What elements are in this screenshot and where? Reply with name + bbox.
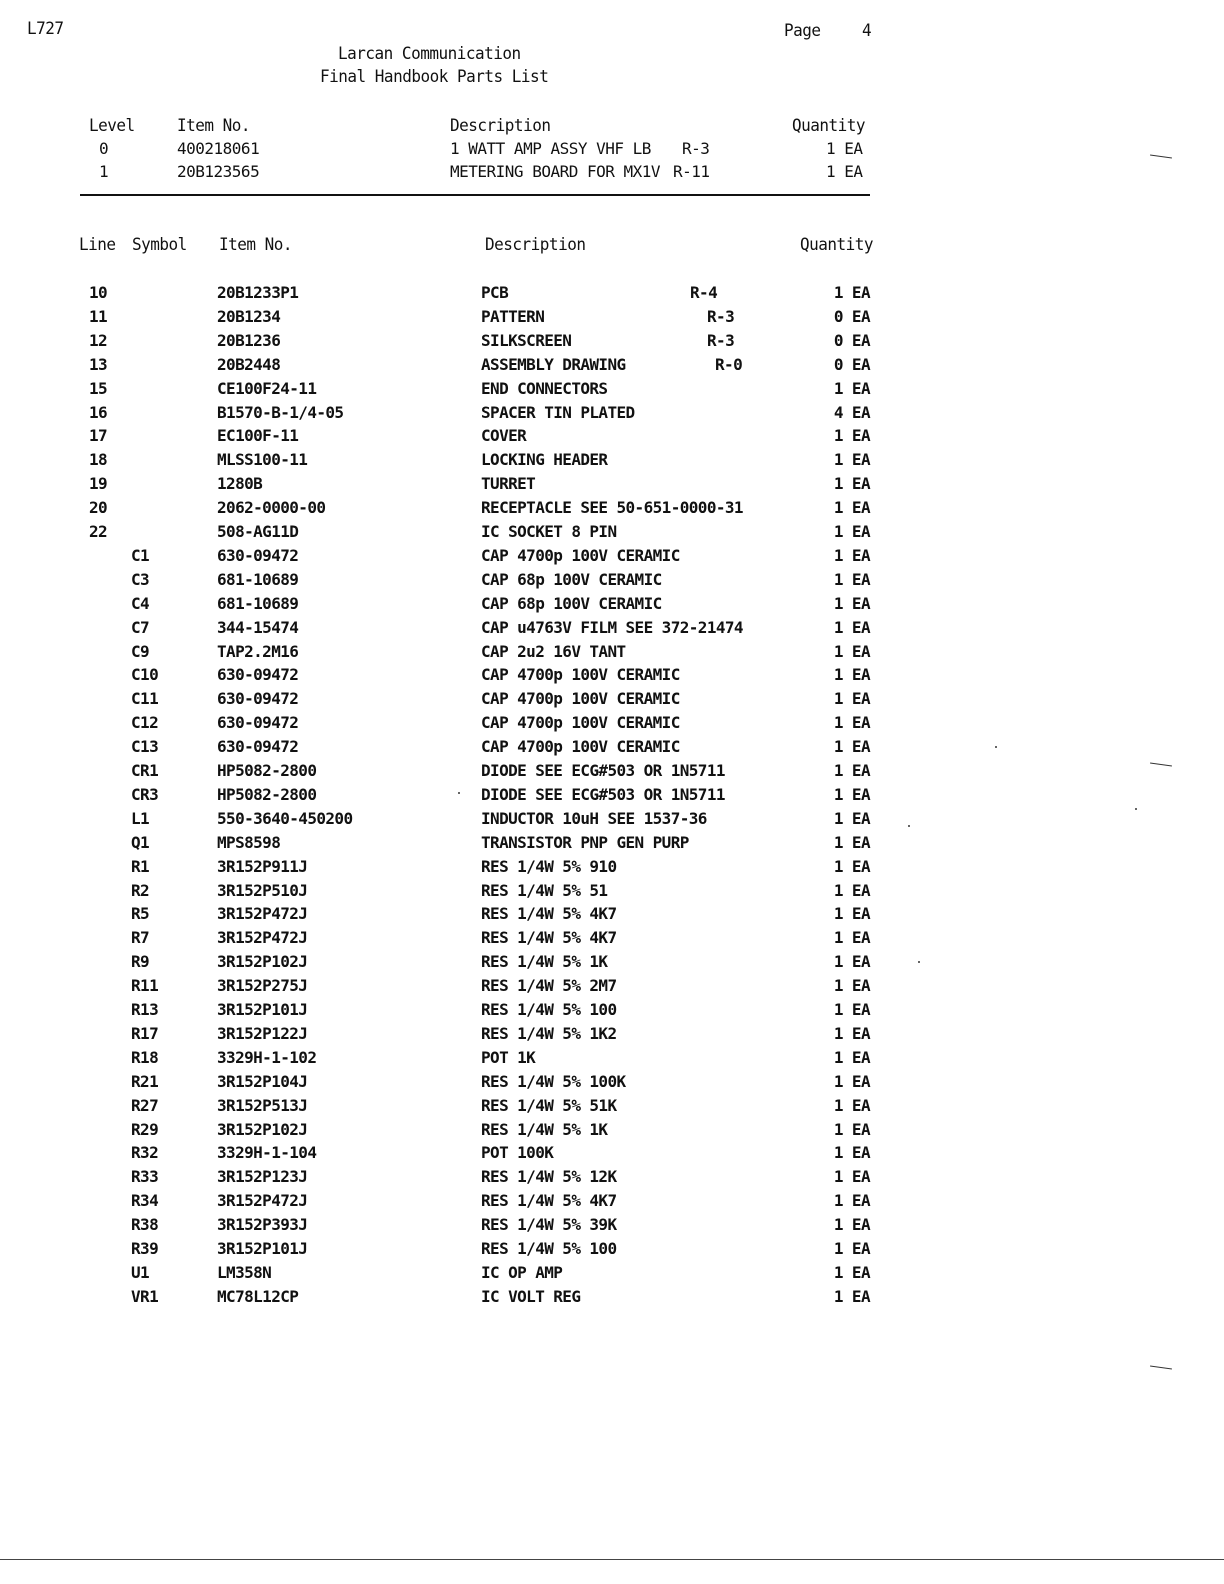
row-item-number: 3R152P393J xyxy=(217,1215,308,1235)
row-item-number: 3329H-1-102 xyxy=(217,1047,317,1067)
row-item-number: 3329H-1-104 xyxy=(217,1143,317,1163)
table-row xyxy=(0,663,1224,687)
table-row xyxy=(0,1141,1224,1165)
assembly-description: METERING BOARD FOR MX1V xyxy=(450,162,661,181)
table-row xyxy=(0,568,1224,592)
row-symbol: R5 xyxy=(131,904,150,924)
row-quantity: 1 EA xyxy=(833,450,870,470)
row-line-number: 20 xyxy=(89,498,108,518)
page-label: Page xyxy=(784,20,821,41)
row-item-number: 3R152P513J xyxy=(217,1095,308,1115)
row-item-number: HP5082-2800 xyxy=(217,761,317,780)
row-item-number: CE100F24-11 xyxy=(217,378,317,398)
row-symbol: R27 xyxy=(131,1095,159,1115)
row-symbol: R32 xyxy=(131,1143,159,1163)
row-symbol: R33 xyxy=(131,1167,159,1187)
assembly-level: 0 xyxy=(99,139,109,158)
row-description: RES 1/4W 5% 51 xyxy=(481,880,608,900)
row-item-number: 3R152P101J xyxy=(217,1000,308,1019)
row-quantity: 1 EA xyxy=(833,1047,870,1067)
margin-mark xyxy=(1150,154,1172,158)
row-description: RES 1/4W 5% 4K7 xyxy=(481,928,617,948)
company-name: Larcan Communication xyxy=(338,43,521,64)
table-row xyxy=(0,1237,1224,1261)
margin-mark xyxy=(1150,1365,1172,1369)
row-quantity: 0 EA xyxy=(833,330,870,350)
row-description: POT 1K xyxy=(481,1047,536,1067)
row-item-number: MLSS100-11 xyxy=(217,450,308,470)
row-quantity: 1 EA xyxy=(833,1239,870,1258)
row-symbol: Q1 xyxy=(131,832,150,852)
row-quantity: 1 EA xyxy=(833,1262,870,1282)
table-row xyxy=(0,329,1224,353)
row-item-number: 3R152P275J xyxy=(217,976,308,996)
table-row xyxy=(0,353,1224,377)
row-quantity: 1 EA xyxy=(833,808,870,828)
row-description: SILKSCREEN xyxy=(481,330,572,350)
row-description: CAP 4700p 100V CERAMIC xyxy=(481,545,680,565)
row-symbol: R9 xyxy=(131,952,150,972)
row-item-number: 630-09472 xyxy=(217,689,299,709)
row-revision: R-3 xyxy=(707,306,735,326)
row-description: TURRET xyxy=(481,474,536,494)
row-description: CAP 2u2 16V TANT xyxy=(481,641,626,661)
scan-speck xyxy=(908,825,910,827)
row-symbol: U1 xyxy=(131,1262,150,1282)
row-item-number: MPS8598 xyxy=(217,832,281,852)
row-item-number: 630-09472 xyxy=(217,665,299,685)
row-line-number: 15 xyxy=(89,378,108,398)
row-description: CAP 68p 100V CERAMIC xyxy=(481,593,662,613)
table-row xyxy=(0,281,1224,305)
row-quantity: 1 EA xyxy=(833,641,870,661)
table-row xyxy=(0,1189,1224,1213)
row-quantity: 1 EA xyxy=(833,880,870,900)
row-symbol: C4 xyxy=(131,593,150,613)
row-line-number: 17 xyxy=(89,426,108,446)
row-description: END CONNECTORS xyxy=(481,378,608,398)
page-number: 4 xyxy=(862,20,872,41)
row-symbol: R38 xyxy=(131,1215,159,1235)
table-row xyxy=(0,950,1224,974)
row-line-number: 12 xyxy=(89,330,108,350)
row-symbol: C10 xyxy=(131,665,159,685)
row-item-number: LM358N xyxy=(217,1262,272,1282)
table-row xyxy=(0,544,1224,568)
table-row xyxy=(0,974,1224,998)
scan-speck xyxy=(995,746,997,748)
row-symbol: R7 xyxy=(131,928,150,948)
row-quantity: 1 EA xyxy=(833,832,870,852)
row-quantity: 1 EA xyxy=(833,426,870,446)
row-symbol: C9 xyxy=(131,641,150,661)
row-description: CAP 4700p 100V CERAMIC xyxy=(481,689,680,709)
row-item-number: 550-3640-450200 xyxy=(217,808,353,828)
table-row xyxy=(0,472,1224,496)
row-quantity: 1 EA xyxy=(833,761,870,780)
row-item-number: 3R152P472J xyxy=(217,928,308,948)
row-description: RES 1/4W 5% 1K xyxy=(481,952,608,972)
row-symbol: L1 xyxy=(131,808,150,828)
row-quantity: 1 EA xyxy=(833,665,870,685)
row-quantity: 1 EA xyxy=(833,784,870,804)
line-header: Line xyxy=(79,234,116,255)
row-quantity: 1 EA xyxy=(833,1143,870,1163)
row-symbol: CR3 xyxy=(131,784,159,804)
row-description: RES 1/4W 5% 100K xyxy=(481,1071,626,1091)
row-description: RES 1/4W 5% 910 xyxy=(481,856,617,876)
row-quantity: 1 EA xyxy=(833,689,870,709)
row-description: IC OP AMP xyxy=(481,1262,563,1282)
row-symbol: R39 xyxy=(131,1239,159,1258)
row-line-number: 16 xyxy=(89,402,108,422)
row-symbol: R18 xyxy=(131,1047,159,1067)
quantity-header: Quantity xyxy=(800,234,874,255)
row-description: LOCKING HEADER xyxy=(481,450,608,470)
row-description: CAP u4763V FILM SEE 372-21474 xyxy=(481,617,743,637)
row-description: CAP 4700p 100V CERAMIC xyxy=(481,737,680,757)
row-quantity: 0 EA xyxy=(833,354,870,374)
table-row xyxy=(0,879,1224,903)
row-description: TRANSISTOR PNP GEN PURP xyxy=(481,832,689,852)
table-row xyxy=(0,831,1224,855)
row-item-number: 3R152P122J xyxy=(217,1023,308,1043)
row-description: RES 1/4W 5% 2M7 xyxy=(481,976,617,996)
row-symbol: CR1 xyxy=(131,761,159,780)
table-row xyxy=(0,305,1224,329)
scan-speck xyxy=(918,961,920,963)
row-description: CAP 68p 100V CERAMIC xyxy=(481,569,662,589)
table-row xyxy=(0,520,1224,544)
level-header: Level xyxy=(89,115,135,136)
list-title: Final Handbook Parts List xyxy=(320,66,549,87)
table-row xyxy=(0,448,1224,472)
table-row xyxy=(0,1022,1224,1046)
row-symbol: C1 xyxy=(131,545,150,565)
row-description: IC SOCKET 8 PIN xyxy=(481,522,617,541)
row-item-number: B1570-B-1/4-05 xyxy=(217,402,344,422)
table-row xyxy=(0,735,1224,759)
row-description: RES 1/4W 5% 12K xyxy=(481,1167,617,1187)
row-description: CAP 4700p 100V CERAMIC xyxy=(481,713,680,733)
row-symbol: R17 xyxy=(131,1023,159,1043)
row-item-number: 344-15474 xyxy=(217,617,299,637)
row-symbol: C13 xyxy=(131,737,159,757)
table-row xyxy=(0,1165,1224,1189)
table-row xyxy=(0,1285,1224,1309)
row-quantity: 1 EA xyxy=(833,569,870,589)
row-quantity: 1 EA xyxy=(833,976,870,996)
assembly-quantity: 1 EA xyxy=(826,162,863,181)
row-quantity: 1 EA xyxy=(833,1286,870,1306)
row-description: RES 1/4W 5% 39K xyxy=(481,1215,617,1235)
row-item-number: 681-10689 xyxy=(217,593,299,613)
scan-speck xyxy=(458,792,460,794)
row-description: RECEPTACLE SEE 50-651-0000-31 xyxy=(481,498,743,518)
table-row xyxy=(0,998,1224,1022)
row-description: RES 1/4W 5% 1K xyxy=(481,1119,608,1139)
table-row xyxy=(0,616,1224,640)
row-quantity: 1 EA xyxy=(833,545,870,565)
table-row xyxy=(0,640,1224,664)
header-divider xyxy=(80,194,870,196)
row-item-number: 508-AG11D xyxy=(217,522,299,541)
scan-speck xyxy=(1135,808,1137,810)
document-id: L727 xyxy=(27,18,64,39)
row-item-number: 3R152P101J xyxy=(217,1239,308,1258)
row-quantity: 1 EA xyxy=(833,498,870,518)
row-revision: R-3 xyxy=(707,330,735,350)
row-quantity: 1 EA xyxy=(833,617,870,637)
row-description: ASSEMBLY DRAWING xyxy=(481,354,626,374)
row-item-number: 681-10689 xyxy=(217,569,299,589)
table-row xyxy=(0,1094,1224,1118)
row-quantity: 1 EA xyxy=(833,952,870,972)
row-item-number: 3R152P472J xyxy=(217,904,308,924)
row-item-number: TAP2.2M16 xyxy=(217,641,299,661)
row-description: SPACER TIN PLATED xyxy=(481,402,635,422)
row-item-number: 1280B xyxy=(217,474,263,494)
row-symbol: R1 xyxy=(131,856,150,876)
row-quantity: 1 EA xyxy=(833,1071,870,1091)
row-quantity: 1 EA xyxy=(833,1023,870,1043)
row-item-number: 3R152P472J xyxy=(217,1191,308,1211)
assembly-item: 400218061 xyxy=(177,139,260,158)
row-item-number: EC100F-11 xyxy=(217,426,299,446)
row-line-number: 13 xyxy=(89,354,108,374)
symbol-header: Symbol xyxy=(132,234,187,255)
row-description: DIODE SEE ECG#503 OR 1N5711 xyxy=(481,784,725,804)
row-symbol: C3 xyxy=(131,569,150,589)
row-item-number: 3R152P911J xyxy=(217,856,308,876)
row-symbol: VR1 xyxy=(131,1286,159,1306)
row-quantity: 1 EA xyxy=(833,737,870,757)
assembly-item: 20B123565 xyxy=(177,162,260,181)
row-item-number: 3R152P102J xyxy=(217,952,308,972)
table-row xyxy=(0,1213,1224,1237)
assembly-description-header: Description xyxy=(450,115,551,136)
row-item-number: 630-09472 xyxy=(217,545,299,565)
row-quantity: 1 EA xyxy=(833,1215,870,1235)
row-description: RES 1/4W 5% 100 xyxy=(481,1000,617,1019)
row-symbol: R34 xyxy=(131,1191,159,1211)
table-row xyxy=(0,902,1224,926)
row-description: IC VOLT REG xyxy=(481,1286,581,1306)
row-description: COVER xyxy=(481,426,527,446)
row-quantity: 1 EA xyxy=(833,283,870,302)
table-row xyxy=(0,424,1224,448)
row-quantity: 1 EA xyxy=(833,1167,870,1187)
row-item-number: 3R152P102J xyxy=(217,1119,308,1139)
row-symbol: C7 xyxy=(131,617,150,637)
row-quantity: 0 EA xyxy=(833,306,870,326)
row-quantity: 1 EA xyxy=(833,474,870,494)
row-quantity: 1 EA xyxy=(833,856,870,876)
table-row xyxy=(0,855,1224,879)
table-row xyxy=(0,1070,1224,1094)
row-revision: R-0 xyxy=(715,354,743,374)
row-quantity: 1 EA xyxy=(833,593,870,613)
item-header: Item No. xyxy=(219,234,293,255)
assembly-rev: R-11 xyxy=(673,162,710,181)
table-row xyxy=(0,1046,1224,1070)
row-quantity: 1 EA xyxy=(833,1191,870,1211)
row-description: DIODE SEE ECG#503 OR 1N5711 xyxy=(481,761,725,780)
row-quantity: 1 EA xyxy=(833,904,870,924)
assembly-level: 1 xyxy=(99,162,109,181)
row-description: RES 1/4W 5% 1K2 xyxy=(481,1023,617,1043)
assembly-quantity: 1 EA xyxy=(826,139,863,158)
row-description: RES 1/4W 5% 4K7 xyxy=(481,904,617,924)
row-quantity: 1 EA xyxy=(833,1095,870,1115)
row-item-number: 20B1236 xyxy=(217,330,281,350)
row-item-number: 630-09472 xyxy=(217,713,299,733)
row-description: RES 1/4W 5% 4K7 xyxy=(481,1191,617,1211)
table-row xyxy=(0,783,1224,807)
row-description: RES 1/4W 5% 51K xyxy=(481,1095,617,1115)
row-quantity: 1 EA xyxy=(833,1119,870,1139)
row-description: INDUCTOR 10uH SEE 1537-36 xyxy=(481,808,707,828)
row-item-number: 2062-0000-00 xyxy=(217,498,326,518)
table-row xyxy=(0,1118,1224,1142)
row-description: RES 1/4W 5% 100 xyxy=(481,1239,617,1258)
assembly-item-header: Item No. xyxy=(177,115,251,136)
row-item-number: 20B2448 xyxy=(217,354,281,374)
row-item-number: 3R152P123J xyxy=(217,1167,308,1187)
assembly-description: 1 WATT AMP ASSY VHF LB xyxy=(450,139,651,158)
row-line-number: 22 xyxy=(89,522,108,541)
row-line-number: 11 xyxy=(89,306,108,326)
row-quantity: 1 EA xyxy=(833,713,870,733)
row-quantity: 1 EA xyxy=(833,378,870,398)
row-symbol: C11 xyxy=(131,689,159,709)
row-symbol: R2 xyxy=(131,880,150,900)
table-row xyxy=(0,687,1224,711)
row-description: CAP 4700p 100V CERAMIC xyxy=(481,665,680,685)
table-row xyxy=(0,711,1224,735)
row-line-number: 10 xyxy=(89,283,108,302)
table-row xyxy=(0,496,1224,520)
row-item-number: 3R152P104J xyxy=(217,1071,308,1091)
row-quantity: 1 EA xyxy=(833,1000,870,1019)
assembly-quantity-header: Quantity xyxy=(792,115,866,136)
page-bottom-border xyxy=(0,1559,1224,1560)
row-item-number: 3R152P510J xyxy=(217,880,308,900)
row-symbol: C12 xyxy=(131,713,159,733)
table-row xyxy=(0,1261,1224,1285)
table-row xyxy=(0,592,1224,616)
row-quantity: 1 EA xyxy=(833,928,870,948)
row-line-number: 18 xyxy=(89,450,108,470)
row-description: PCB xyxy=(481,283,509,302)
description-header: Description xyxy=(485,234,586,255)
row-description: POT 100K xyxy=(481,1143,554,1163)
row-item-number: HP5082-2800 xyxy=(217,784,317,804)
row-item-number: 20B1234 xyxy=(217,306,281,326)
table-row xyxy=(0,401,1224,425)
row-symbol: R11 xyxy=(131,976,159,996)
row-revision: R-4 xyxy=(690,283,718,302)
row-symbol: R13 xyxy=(131,1000,159,1019)
row-quantity: 1 EA xyxy=(833,522,870,541)
row-item-number: 20B1233P1 xyxy=(217,283,299,302)
assembly-rev: R-3 xyxy=(682,139,710,158)
table-row xyxy=(0,759,1224,783)
table-row xyxy=(0,807,1224,831)
row-quantity: 4 EA xyxy=(833,402,870,422)
row-item-number: 630-09472 xyxy=(217,737,299,757)
row-symbol: R21 xyxy=(131,1071,159,1091)
table-row xyxy=(0,377,1224,401)
row-symbol: R29 xyxy=(131,1119,159,1139)
table-row xyxy=(0,926,1224,950)
row-item-number: MC78L12CP xyxy=(217,1286,299,1306)
row-line-number: 19 xyxy=(89,474,108,494)
row-description: PATTERN xyxy=(481,306,545,326)
